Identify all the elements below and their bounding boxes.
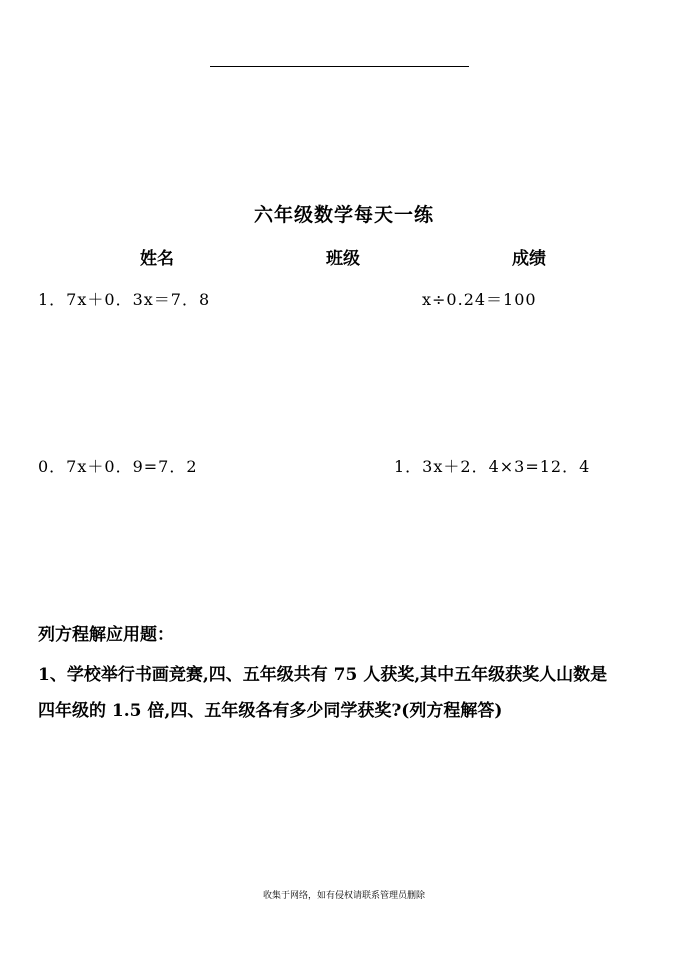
score-label: 成绩 — [512, 249, 546, 269]
top-rule — [210, 66, 469, 67]
equation-4: 1．3x＋2．4×3=12．4 — [394, 457, 591, 476]
page-title: 六年级数学每天一练 — [253, 204, 434, 226]
name-label: 姓名 — [140, 249, 174, 269]
class-label: 班级 — [326, 249, 360, 269]
word-problem-1-line-2: 四年级的 1.5 倍,四、五年级各有多少同学获奖?(列方程解答) — [38, 701, 503, 721]
word-problem-1-line-1: 1、学校举行书画竞赛,四、五年级共有 75 人获奖,其中五年级获奖人山数是 — [38, 665, 608, 685]
word-problem-1 — [38, 657, 658, 729]
equation-2: x÷0.24＝100 — [422, 290, 537, 309]
word-problems-heading: 列方程解应用题： — [38, 625, 174, 645]
footer-note: 收集于网络，如有侵权请联系管理员删除 — [262, 891, 425, 901]
equation-3: 0．7x＋0．9=7．2 — [38, 457, 198, 476]
equation-1: 1．7x＋0．3x＝7．8 — [38, 290, 211, 309]
